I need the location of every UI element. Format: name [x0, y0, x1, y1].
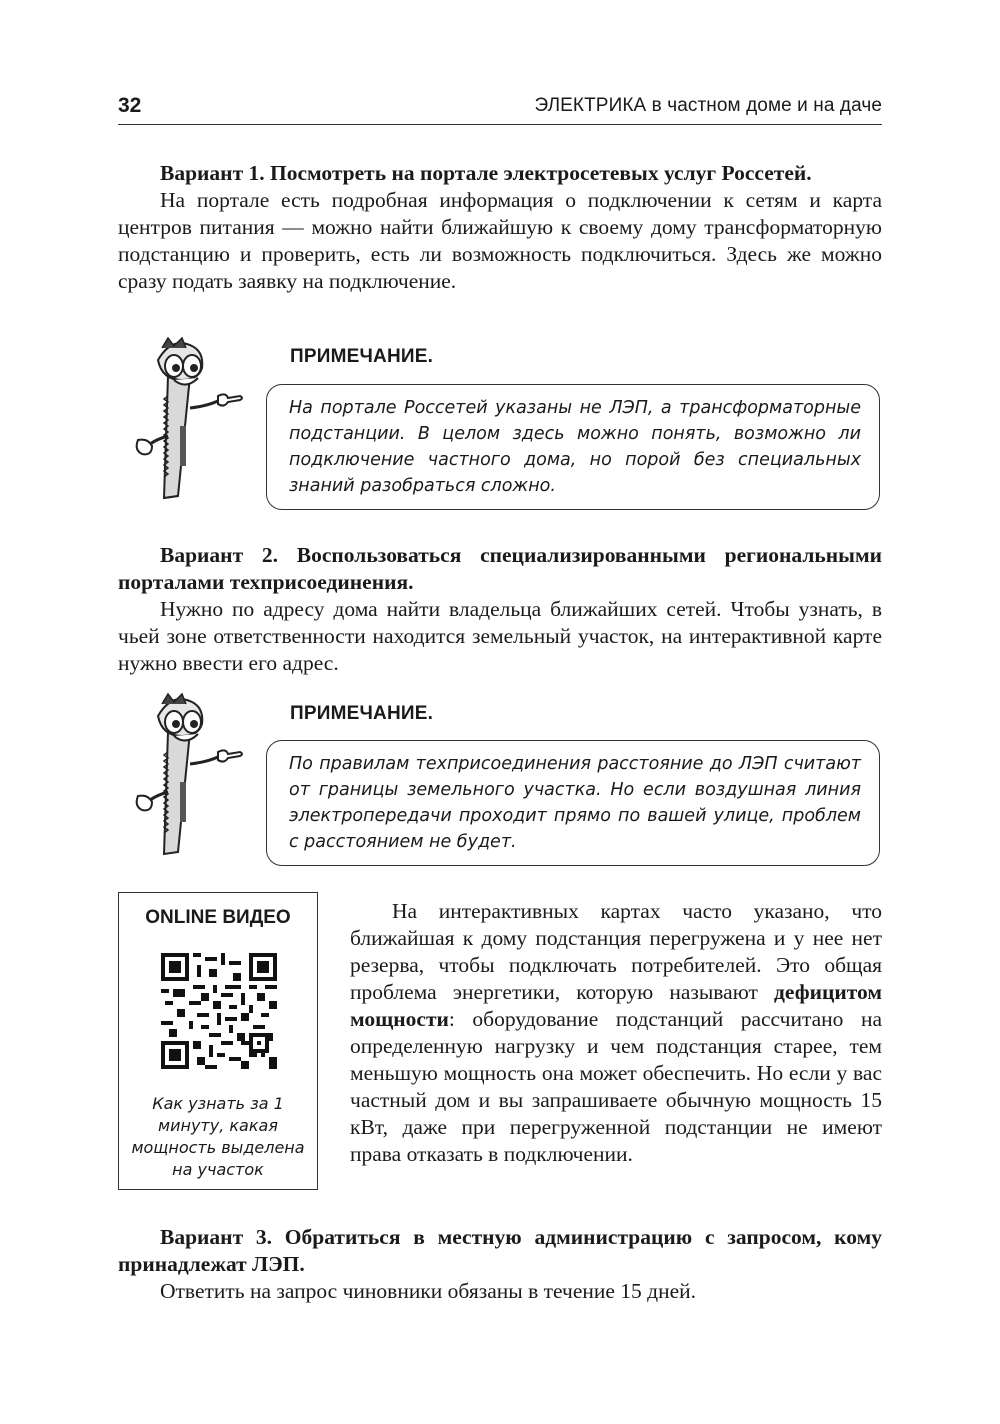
book-title: ЭЛЕКТРИКА в частном доме и на даче [534, 95, 882, 116]
saw-mascot-icon [128, 336, 252, 504]
section-variant-3 [118, 1224, 882, 1305]
section-heading: Вариант 3. Обратиться в местную администрацию с запросом, кому принадлежат ЛЭП. [118, 1225, 882, 1276]
side-text-bold-term: дефицитом мощности [350, 980, 882, 1031]
section-text: Нужно по адресу дома найти владельца ближайших сетей. Чтобы узнать, в чьей зоне ответственности находится земельный участок, на интерактивной карте нужно ввести его адрес. [118, 597, 882, 675]
saw-mascot-icon [128, 692, 252, 860]
note-box [266, 740, 880, 866]
section-text: На портале есть подробная информация о подключении к сетям и карта центров питания — можно найти ближайшую к своему дому трансформаторную подстанцию и проверить, есть ли возможность подключиться. Здесь же можно сразу подать заявку на подключение. [118, 188, 882, 293]
qr-code-icon[interactable] [161, 953, 277, 1069]
section-text: Ответить на запрос чиновники обязаны в течение 15 дней. [160, 1279, 697, 1303]
online-video-box [118, 892, 318, 1190]
video-title: ONLINE ВИДЕО [145, 907, 291, 928]
section-heading: Вариант 2. Воспользоваться специализированными региональными порталами техприсоединения. [118, 543, 882, 594]
side-paragraph [350, 898, 882, 1168]
note-box [266, 384, 880, 510]
section-variant-2 [118, 542, 882, 677]
note-text: На портале Россетей указаны не ЛЭП, а трансформаторные подстанции. В целом здесь можно понять, возможно ли подключение частного дома, но порой без специальных знаний разобраться сложно. [289, 398, 861, 496]
note-label: ПРИМЕЧАНИЕ. [290, 703, 434, 724]
side-text-after: : оборудование подстанций рассчитано на определенную нагрузку и чем подстанция старее, тем меньшую мощность она может обеспечить. Но если у вас частный дом и вы запрашиваете обычную мощность 15 кВт, даже при перегруженной подстанции не имеют права отказать в подключении. [350, 1007, 882, 1166]
section-heading: Вариант 1. Посмотреть на портале электросетевых услуг Россетей. [160, 161, 812, 185]
running-head [118, 92, 882, 125]
page-number: 32 [118, 94, 142, 117]
note-label: ПРИМЕЧАНИЕ. [290, 346, 434, 367]
section-variant-1 [118, 160, 882, 295]
note-text: По правилам техприсоединения расстояние до ЛЭП считают от границы земельного участка. Но если воздушная линия электропередачи проходит прямо по вашей улице, проблем с расстоянием не будет. [289, 754, 861, 852]
video-caption: Как узнать за 1 минуту, какая мощность выделена на участок [131, 1094, 305, 1179]
side-text-before: На интерактивных картах часто указано, что ближайшая к дому подстанция перегружена и у нее нет резерва, чтобы подключать потребителей. Это общая проблема энергетики, которую называют [350, 899, 882, 1004]
